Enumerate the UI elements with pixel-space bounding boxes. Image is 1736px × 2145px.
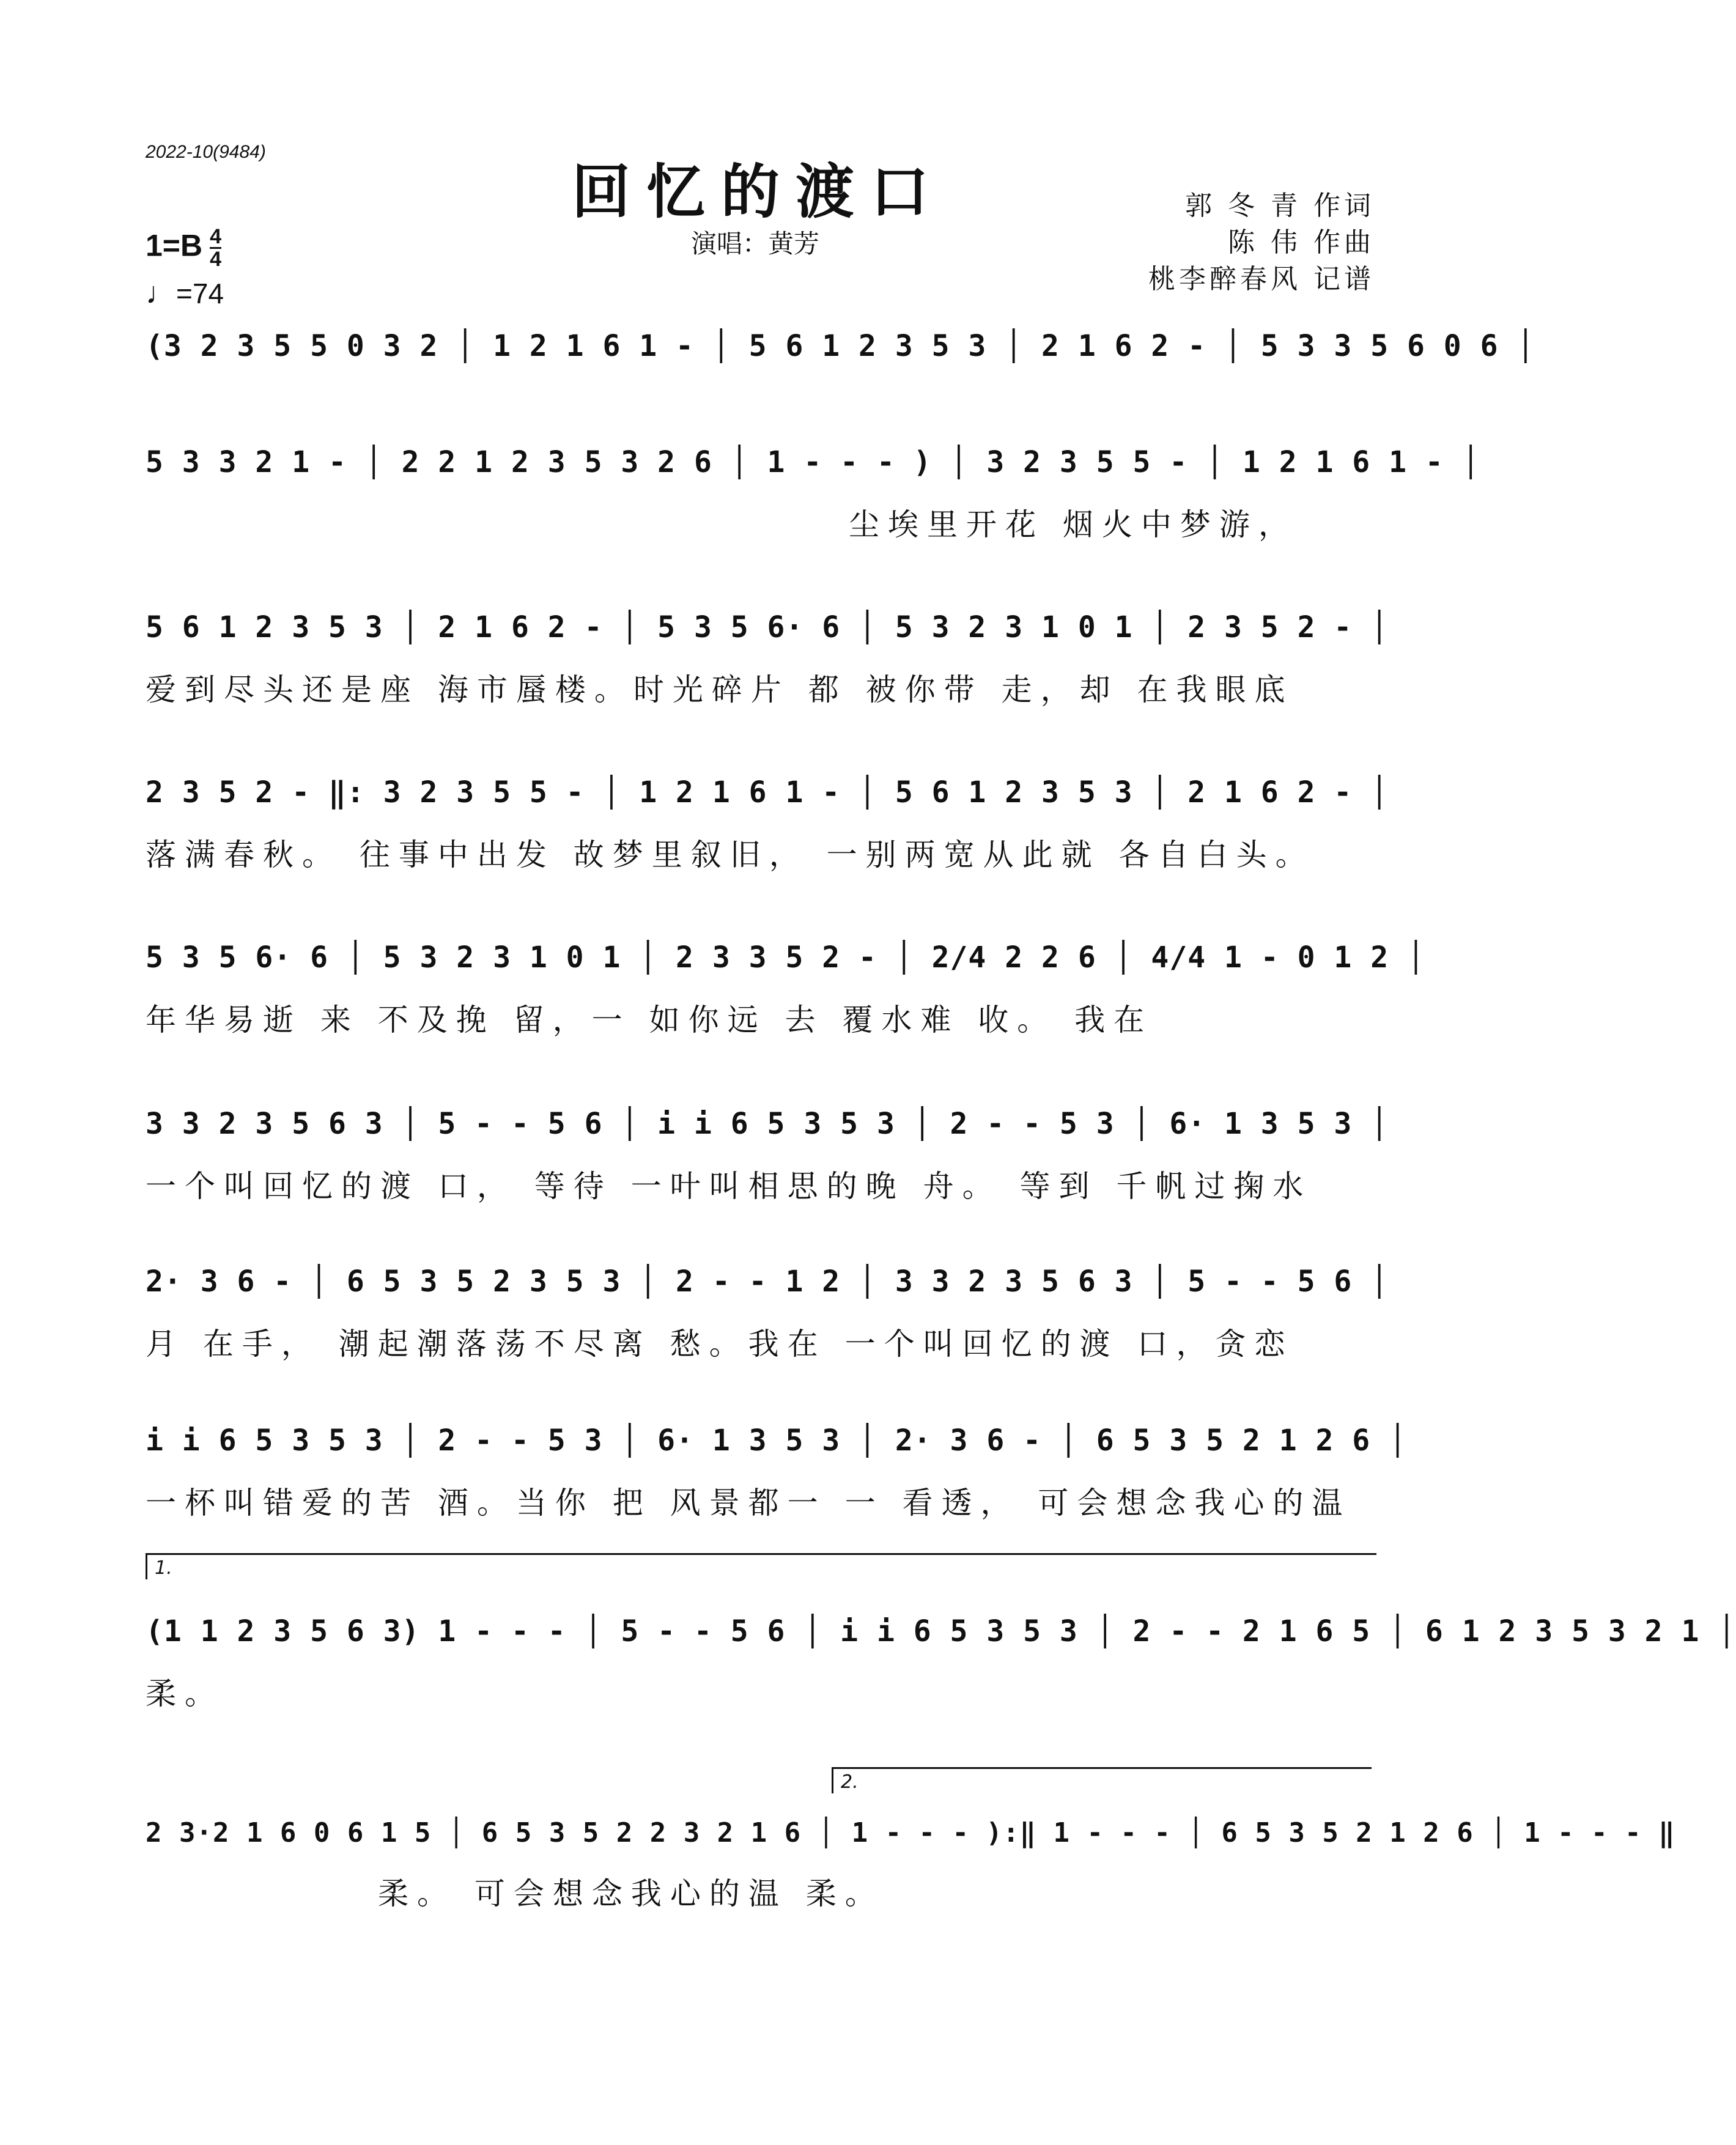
lyrics-row: 落满春秋。 往事中出发 故梦里叙旧， 一别两宽从此就 各自白头。: [146, 837, 1315, 873]
time-signature-bottom: 4: [210, 248, 222, 271]
notation-row: 3 3 2 3 5 6 3 │ 5 - - 5 6 │ i i 6 5 3 5 3 │ 2 - - 5 3 │ 6· 1 3 5 3 │: [146, 1107, 1389, 1141]
notation-row: 2 3 5 2 - ‖: 3 2 3 5 5 - │ 1 2 1 6 1 - │ 5 6 1 2 3 5 3 │ 2 1 6 2 - │: [146, 775, 1389, 810]
notation-row: 5 3 5 6· 6 │ 5 3 2 3 1 0 1 │ 2 3 3 5 2 - │ 2/4 2 2 6 │ 4/4 1 - 0 1 2 │: [146, 940, 1425, 975]
song-title: 回忆的渡口: [572, 158, 945, 226]
notation-row: i i 6 5 3 5 3 │ 2 - - 5 3 │ 6· 1 3 5 3 │ 2· 3 6 - │ 6 5 3 5 2 1 2 6 │: [146, 1423, 1407, 1458]
lyricist-credit: 郭 冬 青 作词: [1185, 190, 1375, 221]
lyrics-row: 柔。: [146, 1676, 224, 1711]
score-line-5: [146, 940, 1425, 1039]
tempo-marking: [146, 275, 224, 311]
tempo-value: =74: [176, 278, 224, 309]
lyrics-row: 尘埃里开花 烟火中梦游，: [849, 507, 1298, 542]
score-line-1: [146, 329, 1535, 384]
quarter-note-icon: ♩: [146, 276, 176, 310]
lyrics-row: 年华易逝 来 不及挽 留，一 如你远 去 覆水难 收。 我在: [146, 1002, 1153, 1038]
score-line-7: [146, 1264, 1389, 1364]
notation-row: 2· 3 6 - │ 6 5 3 5 2 3 5 3 │ 2 - - 1 2 │ 3 3 2 3 5 6 3 │ 5 - - 5 6 │: [146, 1264, 1389, 1299]
composer-credit: 陈 伟 作曲: [1228, 227, 1375, 258]
lyrics-row: 月 在手， 潮起潮落荡不尽离 愁。我在 一个叫回忆的渡 口，贪恋: [146, 1326, 1294, 1362]
first-ending-bracket: [146, 1553, 1376, 1579]
score-line-6: [146, 1107, 1389, 1206]
key-signature: [146, 226, 221, 270]
score-line-10: [146, 1817, 1675, 1913]
score-line-2: [146, 445, 1480, 544]
lyrics-row: 一个叫回忆的渡 口， 等待 一叶叫相思的晚 舟。 等到 千帆过掬水: [146, 1168, 1312, 1204]
notation-row: 5 3 3 2 1 - │ 2 2 1 2 3 5 3 2 6 │ 1 - - - ) │ 3 2 3 5 5 - │ 1 2 1 6 1 - │: [146, 445, 1480, 479]
score-line-9: [146, 1614, 1736, 1713]
first-ending-label: 1.: [155, 1557, 172, 1579]
time-signature-top: 4: [210, 225, 222, 248]
document-id: 2022-10(9484): [146, 142, 266, 162]
second-ending-label: 2.: [841, 1771, 859, 1793]
score-line-3: [146, 610, 1389, 709]
notation-row: 2 3·2 1 6 0 6 1 5 │ 6 5 3 5 2 2 3 2 1 6 │ 1 - - - ):‖ 1 - - - │ 6 5 3 5 2 1 2 6 │ 1 - - - ‖: [146, 1817, 1675, 1848]
second-ending-bracket: [832, 1767, 1372, 1793]
lyrics-row: 柔。 可会想念我心的温 柔。: [378, 1876, 884, 1911]
score-line-4: [146, 775, 1389, 874]
time-signature: [210, 226, 221, 270]
notation-row: (3 2 3 5 5 0 3 2 │ 1 2 1 6 1 - │ 5 6 1 2 3 5 3 │ 2 1 6 2 - │ 5 3 3 5 6 0 6 │: [146, 329, 1535, 363]
notation-row: (1 1 2 3 5 6 3) 1 - - - │ 5 - - 5 6 │ i i 6 5 3 5 3 │ 2 - - 2 1 6 5 │ 6 1 2 3 5 3 2 1 │: [146, 1614, 1736, 1648]
lyrics-row: 一杯叫错爱的苦 酒。当你 把 风景都一 一 看透， 可会想念我心的温: [146, 1485, 1351, 1521]
score-line-8: [146, 1423, 1407, 1523]
transcriber-credit: 桃李醉春风 记谱: [1148, 264, 1375, 295]
lyrics-row: 爱到尽头还是座 海市蜃楼。时光碎片 都 被你带 走，却 在我眼底: [146, 672, 1294, 707]
singer-credit: 演唱：黄芳: [691, 229, 820, 259]
key-label: 1=B: [146, 228, 203, 263]
notation-row: 5 6 1 2 3 5 3 │ 2 1 6 2 - │ 5 3 5 6· 6 │ 5 3 2 3 1 0 1 │ 2 3 5 2 - │: [146, 610, 1389, 644]
